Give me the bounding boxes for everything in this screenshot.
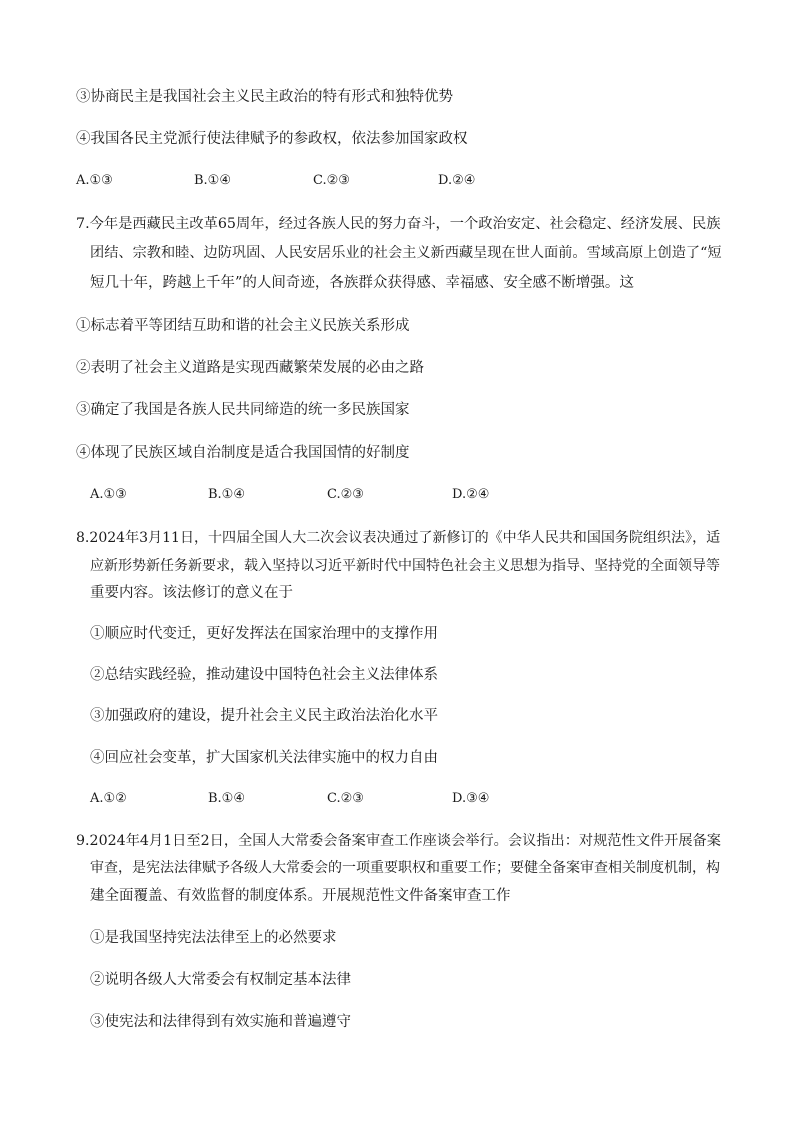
q7-option-a: A.①③ [90, 487, 127, 502]
q6-option-c: C.②③ [313, 173, 350, 188]
q7-item-1: ①标志着平等团结互助和谐的社会主义民族关系形成 [76, 318, 410, 334]
q6-option-d: D.②④ [438, 173, 476, 188]
q6-option-b: B.①④ [194, 173, 231, 188]
q7-stem-line-3: 短几十年，跨越上千年”的人间奇迹，各族群众获得感、幸福感、安全感不断增强。这 [90, 275, 634, 291]
q7-option-b: B.①④ [208, 487, 245, 502]
q7-item-2: ②表明了社会主义道路是实现西藏繁荣发展的必由之路 [76, 360, 424, 376]
q7-item-3: ③确定了我国是各族人民共同缔造的统一多民族国家 [76, 402, 410, 418]
q7-option-d: D.②④ [452, 487, 490, 502]
q6-item-3: ③协商民主是我国社会主义民主政治的特有形式和独特优势 [76, 89, 453, 105]
q7-stem-line-1: 7.今年是西藏民主改革65周年，经过各族人民的努力奋斗，一个政治安定、社会稳定、经济发展、民族 [76, 216, 721, 232]
q8-option-b: B.①④ [208, 791, 245, 806]
q8-option-d: D.③④ [452, 791, 490, 806]
q7-option-c: C.②③ [327, 487, 364, 502]
q8-item-4: ④回应社会变革，扩大国家机关法律实施中的权力自由 [90, 750, 438, 766]
q9-item-1: ①是我国坚持宪法法律至上的必然要求 [90, 930, 337, 946]
q6-item-4: ④我国各民主党派行使法律赋予的参政权，依法参加国家政权 [76, 131, 468, 147]
q8-option-a: A.①② [90, 791, 127, 806]
q8-option-c: C.②③ [327, 791, 364, 806]
q9-item-3: ③使宪法和法律得到有效实施和普遍遵守 [90, 1014, 351, 1030]
q8-stem-line-1: 8.2024年3月11日，十四届全国人大二次会议表决通过了新修订的《中华人民共和国国务院组织法》，适 [76, 530, 721, 546]
q8-options [90, 789, 570, 809]
q6-option-a: A.①③ [76, 173, 113, 188]
q8-stem-line-2: 应新形势新任务新要求，载入坚持以习近平新时代中国特色社会主义思想为指导、坚持党的全面领导等 [90, 558, 720, 574]
q8-item-3: ③加强政府的建设，提升社会主义民主政治法治化水平 [90, 708, 438, 724]
q9-stem-line-3: 建全面覆盖、有效监督的制度体系。开展规范性文件备案审查工作 [90, 888, 511, 904]
q8-stem-line-3: 重要内容。该法修订的意义在于 [90, 585, 293, 601]
q7-stem-line-2: 团结、宗教和睦、边防巩固、人民安居乐业的社会主义新西藏呈现在世人面前。雪域高原上创造了“短 [90, 245, 722, 261]
q9-stem-line-2: 审查，是宪法法律赋予各级人大常委会的一项重要职权和重要工作；要健全备案审查相关制度机制，构 [90, 860, 720, 876]
q8-item-1: ①顺应时代变迁，更好发挥法在国家治理中的支撑作用 [90, 626, 438, 642]
q7-item-4: ④体现了民族区域自治制度是适合我国国情的好制度 [76, 445, 410, 461]
q9-stem-line-1: 9.2024年4月1日至2日，全国人大常委会备案审查工作座谈会举行。会议指出：对规范性文件开展备案 [76, 833, 721, 849]
q9-item-2: ②说明各级人大常委会有权制定基本法律 [90, 972, 351, 988]
q8-item-2: ②总结实践经验，推动建设中国特色社会主义法律体系 [90, 667, 438, 683]
q6-options [76, 171, 556, 191]
q7-options [90, 485, 570, 505]
